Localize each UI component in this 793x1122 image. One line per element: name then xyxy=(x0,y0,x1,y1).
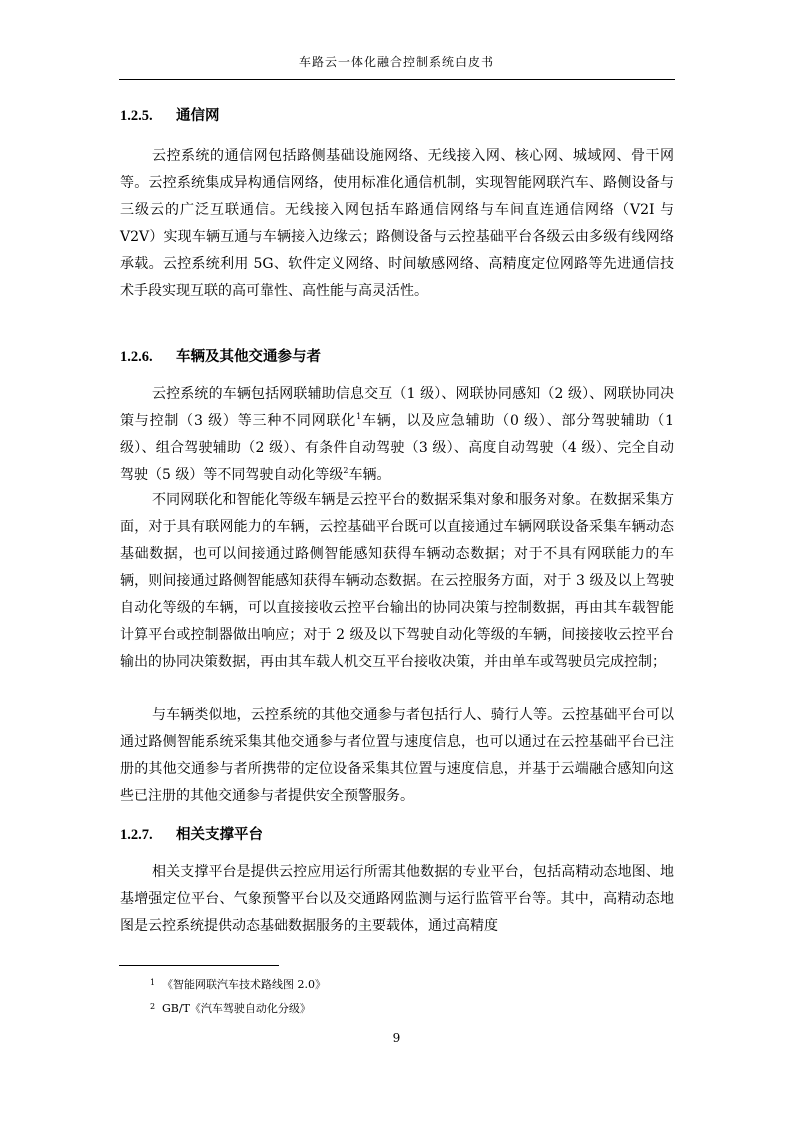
paragraph: 相关支撑平台是提供云控应用运行所需其他数据的专业平台，包括高精动态地图、地基增强定位平台、气象预警平台以及交通路网监测与运行监管平台等。其中，高精动态地图是云控系统提供动态基础数据服务的主要载体，通过高精度 xyxy=(120,864,674,934)
footnote xyxy=(150,1000,311,1016)
footnote xyxy=(150,976,326,992)
footnote-mark: 2 xyxy=(150,1002,156,1011)
section-heading-1-2-7 xyxy=(120,823,263,844)
page-number: 9 xyxy=(392,1031,401,1045)
footnote-mark: 1 xyxy=(150,978,156,987)
section-number: 1.2.7. xyxy=(120,827,153,843)
section-number: 1.2.5. xyxy=(120,108,153,124)
footnote-text: GB/T《汽车驾驶自动化分级》 xyxy=(162,1002,311,1015)
paragraph-text: 云控系统的车辆包括网联辅助信息交互（1 级）、网联协同感知（2 级）、网联协同决策与控制（3 级）等三种不同网联化 xyxy=(120,386,674,429)
paragraph-text: 车辆，以及应急辅助（0 级）、部分驾驶辅助（1 级）、组合驾驶辅助（2 级）、有条件自动驾驶（3 级）、高度自动驾驶（4 级）、完全自动驾驶（5 级）等不同驾驶自动化等级 xyxy=(120,413,674,483)
running-header: 车路云一体化融合控制系统白皮书 xyxy=(298,55,494,69)
section-heading-1-2-5 xyxy=(120,104,220,125)
paragraph: 不同网联化和智能化等级车辆是云控平台的数据采集对象和服务对象。在数据采集方面，对于具有联网能力的车辆，云控基础平台既可以直接通过车辆网联设备采集车辆动态基础数据，也可以间接通过路侧智能感知获得车辆动态数据；对于不具有网联能力的车辆，则间接通过路侧智能感知获得车辆动态数据。在云控服务方面，对于 3 级及以上驾驶自动化等级的车辆，可以直接接收云控平台输出的协同决策与控制数据，再由其车载智能计算平台或控制器做出响应；对于 2 级及以下驾驶自动化等级的车辆，间接接收云控平台输出的协同决策数据，再由其车载人机交互平台接收决策，并由单车或驾驶员完成控制； xyxy=(120,492,674,670)
paragraph: 与车辆类似地，云控系统的其他交通参与者包括行人、骑行人等。云控基础平台可以通过路侧智能系统采集其他交通参与者位置与速度信息，也可以通过在云控基础平台已注册的其他交通参与者所携带的定位设备采集其位置与速度信息，并基于云端融合感知向这些已注册的其他交通参与者提供安全预警服务。 xyxy=(120,707,674,804)
header-rule xyxy=(119,79,675,80)
footnote-ref[interactable]: 2 xyxy=(343,466,349,475)
footnote-rule xyxy=(119,965,279,966)
paragraph: 云控系统的通信网包括路侧基础设施网络、无线接入网、核心网、城域网、骨干网等。云控系统集成异构通信网络，使用标准化通信机制，实现智能网联汽车、路侧设备与三级云的广泛互联通信。无线接入网包括车路通信网络与车间直连通信网络（V2I 与 V2V）实现车辆互通与车辆接入边缘云；路侧设备与云控基础平台各级云由多级有线网络承载。云控系统利用 5G、软件定义网络、时间敏感网络、高精度定位网路等先进通信技术手段实现互联的高可靠性、高性能与高灵活性。 xyxy=(120,148,674,299)
section-title: 车辆及其他交通参与者 xyxy=(176,349,321,365)
section-number: 1.2.6. xyxy=(120,349,153,365)
section-title: 通信网 xyxy=(176,108,220,124)
section-title: 相关支撑平台 xyxy=(176,827,263,843)
paragraph xyxy=(120,381,674,489)
section-heading-1-2-6 xyxy=(120,345,321,366)
footnote-text: 《智能网联汽车技术路线图 2.0》 xyxy=(162,978,326,991)
paragraph-text: 车辆。 xyxy=(348,467,391,483)
footnote-ref[interactable]: 1 xyxy=(356,412,362,421)
